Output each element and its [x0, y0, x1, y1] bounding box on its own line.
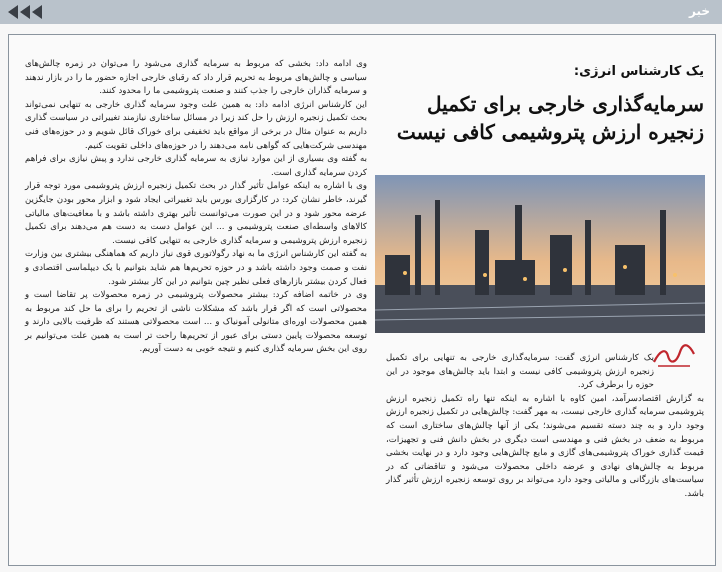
article-paragraph: وی در خاتمه اضافه کرد: بیشتر محصولات پتروشیمی در زمره محصولات پر تقاضا است و محصولاتی است که اگر قرار باشد که مشکلات ناشی از تحریم را برای ما حل کند مربوط به همین محصولات اوره‌ای متانولی آمونیاک و ... است محصولاتی هستند که ظرفیت بالایی دارند و توسعه محصولات پایین دستی برای عبور از تحریم‌ها راحت تر است به همین علت می‌توانیم بر روی این بخش سرمایه گذاری کنیم و نتیجه خوبی به دست آوریم.	[25, 290, 367, 355]
article-paragraph: به گزارش اقتصادسرآمد، امین کاوه با اشاره به اینکه تنها راه تکمیل زنجیره ارزش پتروشیمی سرمایه گذاری خارجی نیست، به مهر گفت: چالش‌هایی در تکمیل زنجیره ارزش وجود دارد و به چند دسته تقسیم می‌شوند؛ یکی از آنها چالش‌های ساختاری است که مربوط به ضعف در بخش فنی و مهندسی است دیگری در بخش دانش فنی و تجهیزات، قیمت گذاری خوراک پتروشیمی‌های گازی و مایع چالش‌هایی وجود دارد و در نهایت بخشی مربوط به چالش‌های نهادی و عرضه داخلی محصولات می‌شود و تناقضاتی که در سیاست‌های بازرگانی و مالیاتی وجود دارد می‌تواند بر روی توسعه زنجیره ارزش تأثیر گذار باشد.	[386, 393, 704, 499]
article-paragraph: یک کارشناس انرژی گفت: سرمایه‌گذاری خارجی به تنهایی برای تکمیل زنجیره ارزش پتروشیمی کافی نیست و ابتدا باید چالش‌های موجود در این حوزه را برطرف کرد.	[386, 353, 654, 391]
article-headline: سرمایه‌گذاری خارجی برای تکمیل زنجیره ارزش پتروشیمی کافی نیست	[396, 92, 704, 144]
article-paragraph: به گفته این کارشناس انرژی ما به نهاد رگولاتوری قوی نیاز داریم که هماهنگی بیشتری بین وزارت نفت و صمت وجود داشته باشد و در حوزه تحریم‌ها هم شاید بتوانیم با یک دیپلماسی اقتصادی و فعال کردن بیشتر بازارهای فعلی نظیر چین بتوانیم در این کار بیشتر شود.	[25, 249, 367, 287]
article-body-right-column	[386, 352, 704, 502]
refinery-photo	[375, 175, 705, 333]
article-body-left-column	[25, 58, 367, 357]
arrow-icon	[20, 5, 30, 19]
section-header-bar	[0, 0, 722, 24]
arrow-icon	[32, 5, 42, 19]
article-paragraph: به گفته وی بسیاری از این موارد نیازی به سرمایه گذاری خارجی ندارد و پیش نیازی برای فراهم کردن سرمایه گذاری است.	[25, 154, 367, 178]
arrow-icon	[8, 5, 18, 19]
article-kicker: یک کارشناس انرژی:	[573, 64, 704, 79]
article-paragraph: وی با اشاره به اینکه عوامل تأثیر گذار در بحث تکمیل زنجیره ارزش پتروشیمی مورد توجه قرار گیرند، خاطر نشان کرد: در کارگزاری بورس باید تغییراتی ایجاد شود و ابزار محور بودن جایگزین عرضه محور شود و در این صورت می‌توانست تأثیر بهتری داشته باشد و با معافیت‌های مالیاتی کالاهای واسطه‌ای صنعت پتروشیمی و ... این عوامل دست به دست هم می‌دهند برای تکمیل زنجیره ارزش پتروشیمی و سرمایه گذاری خارجی به تنهایی کافی نیست.	[25, 181, 367, 246]
article-paragraph: وی ادامه داد: بخشی که مربوط به سرمایه گذاری می‌شود را می‌توان در زمره چالش‌های سیاسی و چالش‌های مربوط به تحریم قرار داد که رقبای خارجی اجازه حضور ما را در بازار ندهند و سرمایه گذاران خارجی را جذب کنند و صنعت پتروشیمی ما را محدود کنند.	[25, 59, 367, 97]
article-paragraph: این کارشناس انرژی ادامه داد: به همین علت وجود سرمایه گذاری خارجی به تنهایی نمی‌تواند بحث تکمیل زنجیره ارزش را حل کند زیرا در مسائل ساختاری نیازمند تغییراتی در سیاست گذاری داریم به عنوان مثال در برخی از مواقع باید تخفیفی برای خوراک قائل شویم و در حوزه‌های فنی مهندسی شرکت‌هایی که گواهی نامه می‌دهند را در حوزه‌های داخلی تقویت کنیم.	[25, 99, 367, 151]
section-label: خبر	[688, 4, 710, 18]
